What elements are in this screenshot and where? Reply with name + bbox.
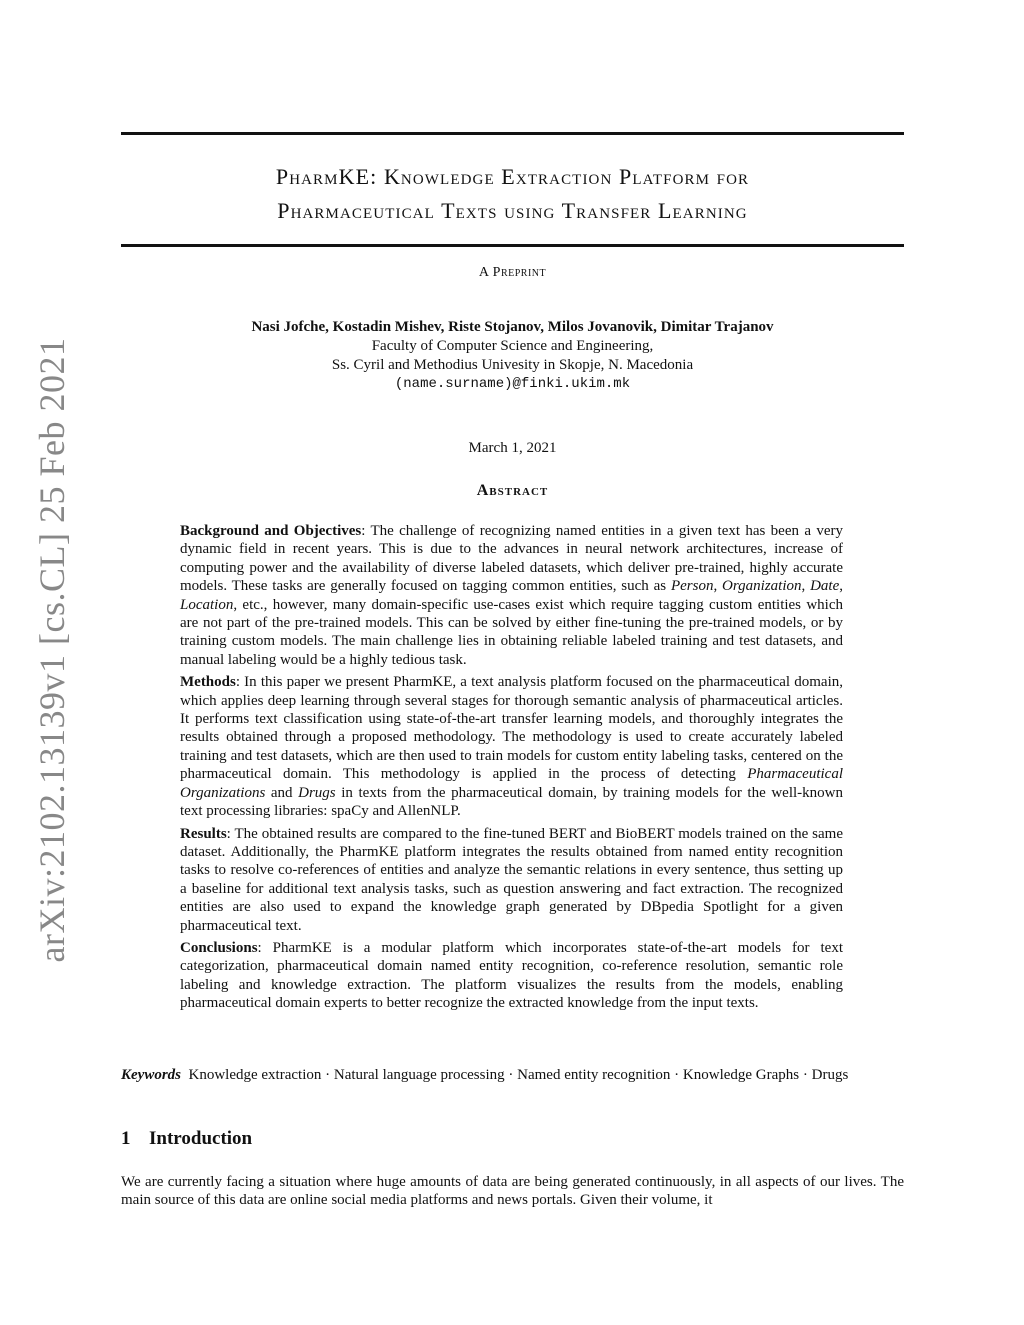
paper-title-line-1: PharmKE: Knowledge Extraction Platform for [275, 164, 750, 189]
entity-organization: Organization [722, 578, 802, 595]
abstract-results-paragraph [180, 825, 843, 935]
abstract-methods-label: Methods [180, 674, 236, 691]
preprint-label: A Preprint [478, 265, 547, 280]
entity-location: Location [180, 596, 234, 613]
entity-date: Date [810, 578, 840, 595]
abstract-body [180, 522, 843, 1017]
introduction-paragraph: We are currently facing a situation where huge amounts of data are being generated continuously, in all aspects of our lives. The main source of this data are online social media platforms and news portals. Given their volume, it [121, 1174, 904, 1209]
abstract-background-text-1: : The challenge of recognizing named entities in a given text has been a very dynamic field in recent years. This is due to the advances in neural network architectures, increase of computing power and the availability of diverse labeled datasets, which deliver pre-trained, highly accurate models. These tasks are generally focused on tagging common entities, such as [180, 523, 843, 595]
author-block [121, 318, 904, 394]
entity-separator: , [839, 578, 844, 595]
author-email: (name.surname)@finki.ukim.mk [394, 376, 631, 392]
paper-title [121, 160, 904, 228]
entity-person: Person [670, 578, 714, 595]
abstract-conclusions-label: Conclusions [180, 939, 258, 956]
abstract-results-text: : The obtained results are compared to the fine-tuned BERT and BioBERT models trained on the same dataset. Additionally, the PharmKE platform integrates the results obtained from named entity recognition tasks to resolve co-references of entities and analyze the semantic relations in every sentence, thus setting up a baseline for additional text analysis tasks, such as question answering and fact extraction. The recognized entities are also used to expand the knowledge graph generated by DBpedia Spotlight for a given pharmaceutical text. [180, 825, 843, 934]
title-bottom-rule [121, 244, 904, 247]
paper-title-line-2: Pharmaceutical Texts using Transfer Learning [277, 198, 748, 223]
keywords-line [121, 1066, 904, 1084]
entity-separator: , [713, 578, 723, 595]
paper-date: March 1, 2021 [468, 440, 557, 456]
keywords-label: Keywords [121, 1067, 181, 1083]
entity-separator: and [265, 784, 299, 801]
abstract-heading: Abstract [476, 482, 549, 499]
abstract-methods-text-1: : In this paper we present PharmKE, a text analysis platform focused on the pharmaceutical domain, which applies deep learning through several stages for thorough semantic analysis of pharmaceutical articles. It performs text classification using state-of-the-art transfer learning models, and thoroughly integrates the results obtained through a proposed methodology. The methodology is used to create accurately labeled training and test datasets, which are then used to train models for custom entity labeling tasks, centered on the pharmaceutical domain. This methodology is applied in the process of detecting [180, 674, 843, 783]
affiliation-line-2: Ss. Cyril and Methodius Univesity in Skopje, N. Macedonia [331, 357, 694, 373]
abstract-results-label: Results [180, 825, 227, 842]
keywords-text: Knowledge extraction · Natural language processing · Named entity recognition · Knowledge Graphs · Drugs [188, 1067, 849, 1083]
abstract-background-text-2: , etc., however, many domain-specific use-cases exist which require tagging custom entities which are not part of the pre-trained models. This can be solved by either fine-tuning the pre-trained models, or by training custom models. The main challenge lies in obtaining reliable labeled training and test datasets, and manual labeling would be a highly tedious task. [180, 596, 843, 668]
abstract-conclusions-text: : PharmKE is a modular platform which incorporates state-of-the-art models for text categorization, pharmaceutical domain named entity recognition, co-reference resolution, semantic role labeling and knowledge extraction. The platform visualizes the results from the models, enabling pharmaceutical domain experts to better recognize the extracted knowledge from the input texts. [180, 939, 843, 1012]
section-heading-introduction [121, 1128, 252, 1150]
abstract-methods-paragraph [180, 673, 843, 820]
entity-separator: , [801, 578, 811, 595]
section-title: Introduction [149, 1128, 253, 1149]
entity-pharmaceutical-organizations: Pharmaceutical Organizations [180, 766, 843, 801]
abstract-methods-text-2: in texts from the pharmaceutical domain, by training models for the well-known text processing libraries: spaCy and AllenNLP. [180, 784, 843, 820]
abstract-background-label: Background and Objectives [180, 523, 362, 539]
author-names: Nasi Jofche, Kostadin Mishev, Riste Stojanov, Milos Jovanovik, Dimitar Trajanov [251, 319, 774, 335]
abstract-background-paragraph [180, 522, 843, 669]
arxiv-side-stamp: arXiv:2102.13139v1 [cs.CL] 25 Feb 2021 [32, 337, 72, 963]
introduction-body [121, 1173, 904, 1210]
entity-drugs: Drugs [298, 784, 336, 801]
abstract-conclusions-paragraph [180, 939, 843, 1013]
affiliation-line-1: Faculty of Computer Science and Engineering, [371, 338, 654, 354]
section-number: 1 [121, 1128, 131, 1149]
title-top-rule [121, 132, 904, 135]
